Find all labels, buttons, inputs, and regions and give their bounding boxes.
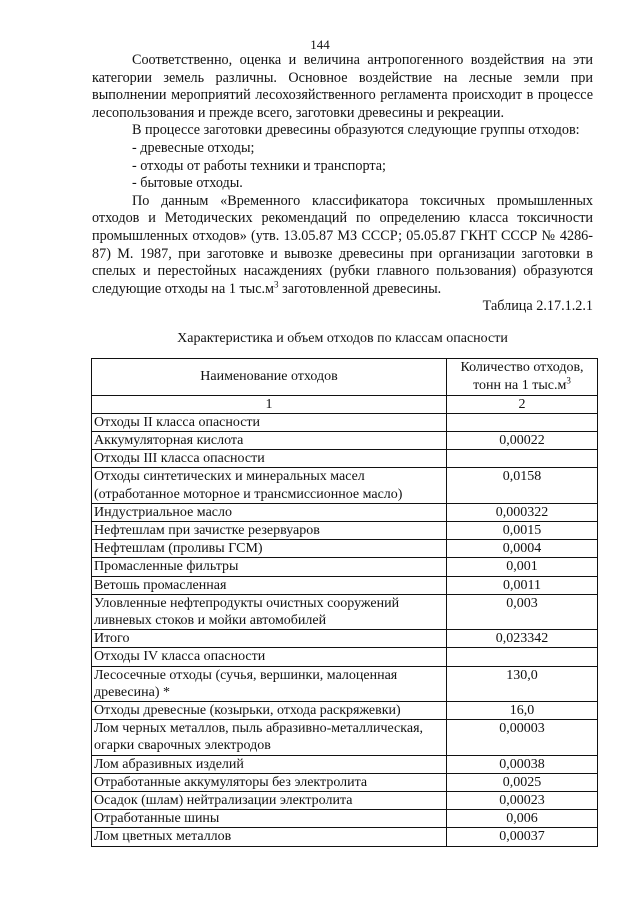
waste-name-cell: Нефтешлам (проливы ГСМ): [92, 540, 447, 558]
table-row: [92, 810, 598, 828]
waste-quantity-cell: 0,00003: [447, 720, 598, 755]
paragraph-2: В процессе заготовки древесины образуются следующие группы отходов:: [132, 122, 580, 139]
waste-name-cell: Аккумуляторная кислота: [92, 431, 447, 449]
waste-quantity-cell: [447, 648, 598, 666]
table-row: [92, 755, 598, 773]
waste-name-cell: Индустриальное масло: [92, 503, 447, 521]
waste-quantity-cell: 0,003: [447, 594, 598, 629]
waste-quantity-cell: 0,006: [447, 810, 598, 828]
waste-name-cell: Отходы синтетических и минеральных масел (отработанное моторное и трансмиссионное масло): [92, 468, 447, 503]
table-row: [92, 431, 598, 449]
table-index-row: [92, 395, 598, 413]
waste-name-cell: Осадок (шлам) нейтрализации электролита: [92, 791, 447, 809]
table-row: [92, 666, 598, 701]
waste-name-cell: Лом черных металлов, пыль абразивно-металлическая, огарки сварочных электродов: [92, 720, 447, 755]
table-row: [92, 630, 598, 648]
header-waste-name: Наименование отходов: [92, 358, 447, 395]
document-body: [92, 52, 593, 847]
waste-quantity-cell: 130,0: [447, 666, 598, 701]
waste-name-cell: Итого: [92, 630, 447, 648]
table-header-row: [92, 358, 598, 395]
table-row: [92, 773, 598, 791]
list-item-machinery-waste: - отходы от работы техники и транспорта;: [132, 157, 386, 174]
table-row: [92, 540, 598, 558]
waste-name-cell: Нефтешлам при зачистке резервуаров: [92, 521, 447, 539]
table-row: [92, 701, 598, 719]
table-row: [92, 558, 598, 576]
waste-quantity-cell: 0,000322: [447, 503, 598, 521]
waste-quantity-cell: 0,0025: [447, 773, 598, 791]
waste-name-cell: Ветошь промасленная: [92, 576, 447, 594]
header-waste-quantity: Количество отходов, тонн на 1 $тыс.м^3$: [447, 358, 598, 395]
table-row: [92, 450, 598, 468]
waste-quantity-cell: 0,00022: [447, 431, 598, 449]
waste-name-cell: Отходы III класса опасности: [92, 450, 447, 468]
waste-name-cell: Отработанные аккумуляторы без электролита: [92, 773, 447, 791]
waste-quantity-cell: 0,00037: [447, 828, 598, 846]
table-title: Характеристика и объем отходов по классам опасности: [177, 330, 508, 346]
paragraph-3-main: По данным «Временного классификатора токсичных промышленных отходов и Методических рекомендаций по определению класса токсичности промышленных отходов» (утв. 13.05.87 МЗ СССР; 05.05.87 ГКНТ СССР № 4286-87) М. 1987, при заготовке и вывозке древесины при организации заготовки в спелых и перестойных насаждениях (рубки главного пользования) образуются следующие отходы на 1 тыс.м: [92, 192, 593, 297]
waste-quantity-cell: 0,0004: [447, 540, 598, 558]
table-number: Таблица 2.17.1.2.1: [482, 298, 593, 315]
index-col-1: 1: [92, 395, 447, 413]
waste-quantity-cell: 0,0011: [447, 576, 598, 594]
paragraph-3: [92, 193, 593, 299]
table-row: [92, 468, 598, 503]
waste-name-cell: Отработанные шины: [92, 810, 447, 828]
list-item-wood-waste: - древесные отходы;: [132, 139, 255, 156]
table-row: [92, 720, 598, 755]
waste-table: [91, 358, 598, 847]
table-row: [92, 648, 598, 666]
waste-name-cell: Лом цветных металлов: [92, 828, 447, 846]
table-row: [92, 503, 598, 521]
waste-name-cell: Промасленные фильтры: [92, 558, 447, 576]
waste-quantity-cell: [447, 413, 598, 431]
table-row: [92, 791, 598, 809]
list-item-household-waste: - бытовые отходы.: [132, 175, 243, 192]
page-number: 144: [310, 37, 330, 52]
waste-quantity-cell: [447, 450, 598, 468]
paragraph-1: Соответственно, оценка и величина антропогенного воздействия на эти категории земель различны. Основное воздействие на лесные земли при выполнении мероприятий лесохозяйственного регламента происходит в процессе лесопользования и прежде всего, заготовки древесины и рекреации.: [92, 52, 593, 121]
waste-name-cell: Лом абразивных изделий: [92, 755, 447, 773]
table-row: [92, 576, 598, 594]
waste-name-cell: Уловленные нефтепродукты очистных сооружений ливневых стоков и мойки автомобилей: [92, 594, 447, 629]
table-row: [92, 521, 598, 539]
waste-quantity-cell: 0,0158: [447, 468, 598, 503]
paragraph-3-tail: заготовленной древесины.: [278, 280, 442, 297]
waste-name-cell: Лесосечные отходы (сучья, вершинки, малоценная древесина) *: [92, 666, 447, 701]
waste-quantity-cell: 0,001: [447, 558, 598, 576]
table-row: [92, 594, 598, 629]
waste-quantity-cell: 0,00038: [447, 755, 598, 773]
waste-name-cell: Отходы II класса опасности: [92, 413, 447, 431]
waste-quantity-cell: 16,0: [447, 701, 598, 719]
waste-quantity-cell: 0,00023: [447, 791, 598, 809]
paragraph-3-superscript: 3: [274, 278, 279, 289]
table-row: [92, 828, 598, 846]
waste-name-cell: Отходы древесные (козырьки, отхода раскряжевки): [92, 701, 447, 719]
table-row: [92, 413, 598, 431]
index-col-2: 2: [447, 395, 598, 413]
waste-quantity-cell: 0,0015: [447, 521, 598, 539]
waste-quantity-cell: 0,023342: [447, 630, 598, 648]
waste-name-cell: Отходы IV класса опасности: [92, 648, 447, 666]
